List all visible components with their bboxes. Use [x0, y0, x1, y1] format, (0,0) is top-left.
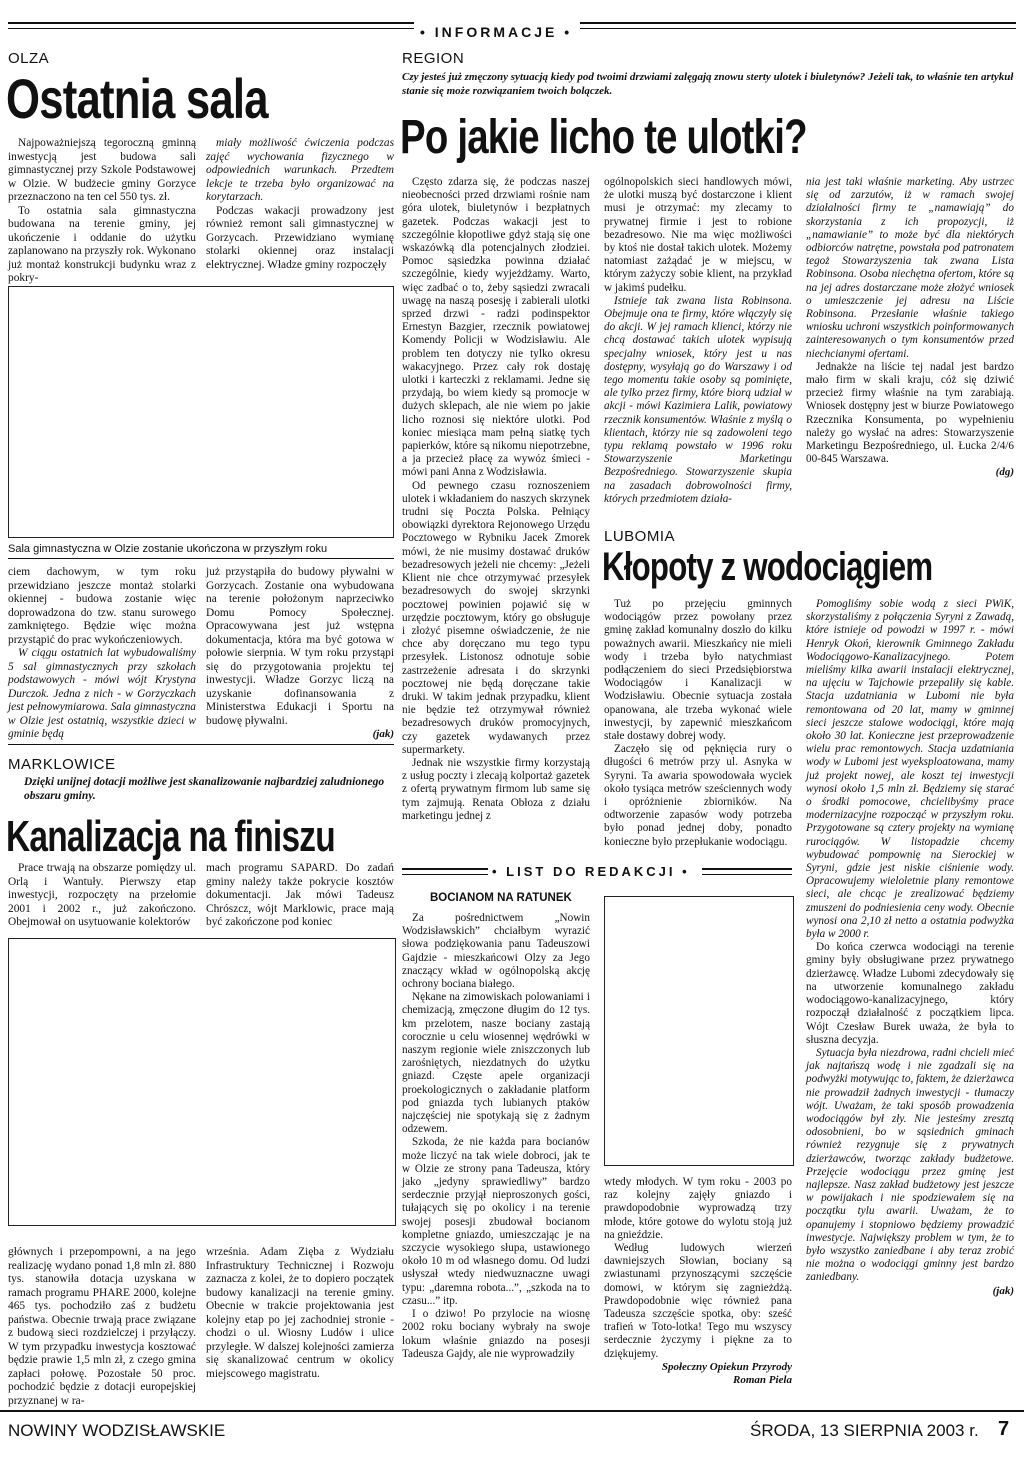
paragraph: Pomogliśmy sobie wodą z sieci PWiK, skorzystaliśmy z połączenia Syryni z Zawadą, które istnieje od powodzi w 1997 r. - mówi Henryk Okoń, kierownik Gminnego Zakładu Wodociągowo-Kanalizacyjnego. Potem mieliśmy kilka awarii instalacji elektrycznej, na ujęciu w Tajchowie przepaliły się kable. Stacja uzdatniania w Lubomi nie była remontowana od 20 lat, mamy w gminnej sieci jeszcze stalowe wodociągi, które mają około 30 lat. Konieczne jest przeprowadzenie wielu prac remontowych. Stacja uzdatniania wody w Lubomi jest wyeksploatowana, mamy już projekt nowej, ale koszt tej inwestycji wynosi około 1,5 mln zł. Będziemy się starać o środki pomocowe, chcielibyśmy prace modernizacyjne rozpocząć w przyszłym roku. Przygotowane są cztery projekty na wymianę rurociągów. W listopadzie chcemy wybudować pompownię na Sierockiej w Syryni, gdzie jest niskie ciśnienie wody. Opracowujemy wieloletnie plany remontowe sieci, ale chcąc je zrealizować będziemy zmuszeni do podniesienia ceny wody. Obecnie wynosi ona 2,10 zł netto a ostatnia podwyżka była w 2000 r. [806, 598, 1014, 941]
letter-column-2 [604, 1176, 792, 1387]
lubomia-column-1 [604, 598, 792, 849]
paragraph: To ostatnia sala gimnastyczna budowana na terenie gminy, jej ukończenie i oddanie do użytku zaplanowano na przyszły rok. Wykonano już montaż konstrukcji budynku wraz z pokry- [8, 204, 196, 284]
paragraph: Sytuacja była niezdrowa, radni chcieli mieć jak najtańszą wodę i nie zgadzali się na podwyżki motywując to, faktem, że dzierżawca nie prowadził żadnych inwestycji - tłumaczy wójt. Uważam, że taki sposób prowadzenia wodociągów był zły. Nie jesteśmy zresztą odosobnieni, bo w sąsiednich gminach również rezygnuje się z prywatnych dzierżawców, tworząc zakłady budżetowe. Przejęcie wodociągu przez gminę jest najlepsze. Nasz zakład budżetowy jest jeszcze w powijakach i nie spodziewałem się na początku tylu awarii. Uważam, że to opanujemy i stopniowo będziemy prowadzić inwestycje. Największy problem w tym, że to było wszystko zaniedbane i aby teraz zrobić nie można o wodociągi gminny jest bardzo zaniedbany. [806, 1046, 1014, 1284]
paragraph: Za pośrednictwem „Nowin Wodzisławskich” chciałbym wyrazić słowa podziękowania panu Tadeuszowi Gajdzie - mieszkańcowi Olzy za Jego znaczący wkład w ogólnopolską akcję ochrony bociana białego. [402, 912, 590, 991]
paragraph: Nękane na zimowiskach polowaniami i chemizacją, zmęczone długim do 12 tys. km przelotem, nasze bociany zastają corocznie u celu wiosennej wędrówki w naszym regionie wiele zniszczonych lub zarośniętych, niezdatnych do użytku gniazd. Częste apele organizacji proekologicznych o zakładanie platform pod gniazda tych lubianych ptaków najczęściej nie spotykają się z żadnym odzewem. [402, 991, 590, 1136]
paragraph: mach programu SAPARD. Do zadań gminy należy także pokrycie kosztów dokumentacji. Jak mówi Tadeusz Chrószcz, wójt Marklowic, prace mają być zakończone pod koniec [206, 862, 394, 928]
letter-column-1 [402, 912, 590, 1361]
article-lead-marklowice: Dzięki unijnej dotacji możliwe jest skanalizowanie najbardziej zaludnionego obszaru gminy. [24, 776, 385, 802]
header-rule-left-thin [8, 28, 414, 29]
section-label-marklowice: MARKLOWICE [8, 756, 116, 773]
paragraph: wtedy młodych. W tym roku - 2003 po raz kolejny zajęły gniazdo i prawdopodobnie wyprowadzą trzy młode, które gotowe do wylotu stoją już na gnieździe. [604, 1176, 792, 1241]
page-number: 7 [998, 1418, 1010, 1440]
letter-title: BOCIANOM NA RATUNEK [430, 892, 572, 904]
footer-rule [0, 1410, 1024, 1412]
article-title-lubomia: Kłopoty z wodociągiem [602, 545, 933, 589]
olza-column-1 [8, 137, 196, 286]
region-column-3 [806, 176, 1014, 480]
paragraph: ciem dachowym, w tym roku przewidziano jeszcze montaż stolarki okiennej - budowa zostanie więc doprowadzona do tzw. stanu surowego zamkniętego. Będzie więc można przystąpić do prac wykończeniowych. [8, 566, 196, 646]
paragraph: Podczas wakacji prowadzony jest również remont sali gimnastycznej w Gorzycach. Przewidziano wymianę stolarki okiennej oraz instalacji elektrycznej. Władze gminy rozpoczęły [206, 204, 394, 271]
paragraph: Szkoda, że nie każda para bocianów może liczyć na tak wiele dobroci, jak te w Olzie ze strony pana Tadeusza, który jako „jedyny sprawiedliwy” bardzo serdecznie przyjął nieproszonych gości, tułających się po okolicy i na terenie swojej posesji zbudował bocianom kompletne gniazdo, umieszczając je na szczycie wysokiego słupa, ustawionego około 10 m od własnego domu. Od ludzi usłyszał wtedy niedwuznaczne uwagi typu: „daremna robota...”, „szkoda na to czasu...” itp. [402, 1136, 590, 1307]
paragraph: miały możliwość ćwiczenia podczas zajęć wychowania fizycznego w odpowiednich warunkach. Przedtem lekcje te trzeba było organizować na korytarzach. [206, 137, 394, 203]
paragraph: września. Adam Zięba z Wydziału Infrastruktury Technicznej i Rozwoju zaznacza z kolei, że to dopiero początek budowy kanalizacji na terenie gminy. Obecnie w trakcie projektowania jest kolejny etap po jej zachodniej stronie - chodzi o ul. Wiosny Ludów i ulice przyległe. W dalszej kolejności zamierza się skanalizować centrum w okolicy miejscowego magistratu. [206, 1246, 394, 1380]
marklowice-column-3 [8, 1246, 196, 1408]
header-rule-right [580, 22, 1016, 24]
letter-signature-role: Społeczny Opiekun Przyrody [661, 1360, 792, 1373]
letter-signature-name: Roman Piela [733, 1374, 792, 1387]
region-column-1 [402, 176, 590, 823]
paragraph: I o dziwo! Po przylocie na wiosnę 2002 roku bociany wybrały na swoje lokum właśnie gniazdo na posesji Tadeusza Gajdy, ale nie wyprowadziły [402, 1308, 590, 1360]
paragraph: W ciągu ostatnich lat wybudowaliśmy 5 sal gimnastycznych przy szkołach podstawowych - mówi wójt Krystyna Durczok. Jedna z nich - w Gorzyczkach jest pełnowymiarowa. Sala gimnastyczna w Olzie jest ostatnią, wszystkie dzieci w gminie będą [8, 647, 196, 740]
olza-column-4 [206, 566, 394, 742]
sewer-photo [8, 938, 396, 1226]
letter-rule-right [702, 868, 792, 870]
olza-column-3 [8, 566, 196, 742]
paragraph: Często zdarza się, że podczas naszej nieobecności przed drzwiami rośnie nam góra ulotek, biuletynów i bezpłatnych gazetek. Podczas wakacji jest to szczególnie kłopotliwe gdyż stają się one wskazówką dla potencjalnych złodziei. Pomoc sąsiedzka powinna działać szczególnie, kiedy wyjeżdżamy. Warto, więc zadbać o to, żeby sąsiedzi zwracali uwagę na naszą posesję i zabierali ulotki sprzed drzwi - radzi podinspektor Ernestyn Bazgier, rzecznik powiatowej Komendy Policji w Wodzisławiu. Ale problem ten dotyczy nie tylko okresu wakacyjnego. Przez cały rok dostaję ulotki i karteczki z reklamami. Jedne się przydają, bo wiem kiedy są promocje w dużych sklepach, ale nie wiem po jakie licho roznosi się niektóre ulotki. Pod koniec miesiąca mam pełną siatkę tych papierków, które są nikomu niepotrzebne, a ja przecież płacę za wywóz śmieci - mówi pani Anna z Wodzisławia. [402, 176, 590, 479]
header-rule-right-thin [580, 28, 1016, 29]
paragraph: Tuż po przejęciu gminnych wodociągów przez powołany przez gminę zakład komunalny doszło do kilku poważnych awarii. Mieszkańcy nie mieli wody i trzeba było natychmiast podłączeniem do sieci Przedsiębiorstwa Wodociągów i Kanalizacji w Wodzisławiu. Obecnie sytuacja została opanowana, ale trzeba wykonać wiele inwestycji, by zapewnić mieszkańcom stałe dostawy dobrej wody. [604, 598, 792, 743]
paragraph: Prace trwają na obszarze pomiędzy ul. Orlą i Wantuły. Pierwszy etap inwestycji, rozpoczęty na przełomie 2001 i 2002 r., już zakończono. Obejmował on usytuowanie kolektorów [8, 862, 196, 928]
article-title-region: Po jakie licho te ulotki? [400, 111, 807, 164]
marklowice-column-2 [206, 862, 394, 930]
section-label-olza: OLZA [8, 50, 50, 67]
author-signature: (jak) [372, 728, 394, 740]
paragraph: ogólnopolskich sieci handlowych mówi, że ulotki muszą być dostarczone i klient musi je otrzymać: my zlecamy to prywatnej firmie i jest to robione bezadresowo. Nie ma więc możliwości by ktoś nie dostał takich ulotek. Możemy natomiast zażądać je w miejscu, w którym zażyczy sobie klient, na przykład w jakimś pudełku. [604, 176, 792, 294]
letter-rule-right-thin [702, 874, 792, 875]
section-label-letter: • LIST DO REDAKCJI • [492, 864, 690, 879]
article-lead-region: Czy jesteś już zmęczony sytuacją kiedy pod twoimi drzwiami zalęgają znowu sterty ulotek i biuletynów? Jeżeli tak, to właśnie ten artykuł stanie się może rozwiązaniem twoich bolączek. [402, 71, 1014, 97]
paragraph: Według ludowych wierzeń dawniejszych Słowian, bociany są zwiastunami przynoszącymi szczęście domowi, w którym się zagnieżdżą. Prawdopodobnie więc również pana Tadeusza szczęście spotka, oby: sześć trafień w Toto-lotka! Tego mu wszyscy serdecznie życzymy i piękne za to dziękujemy. [604, 1242, 792, 1360]
gym-photo [8, 286, 394, 538]
letter-rule-left-thin [402, 874, 488, 875]
stork-photo [604, 896, 794, 1166]
author-signature: (dg) [995, 466, 1014, 479]
section-label-region: REGION [402, 50, 465, 67]
paragraph: już przystąpiła do budowy pływalni w Gorzycach. Zostanie ona wybudowana na terenie położonym naprzeciwko Domu Pomocy Społecznej. Opracowywana jest już wstępna dokumentacja, która ma być gotowa w połowie sierpnia. W tym roku przystąpi się do przygotowania projektu tej inwestycji. Władze Gorzyc liczą na uzyskanie dofinansowania z Ministerstwa Edukacji i Sportu na budowę pływalni. [206, 566, 394, 727]
olza-column-2 [206, 137, 394, 272]
caption-rule [8, 558, 394, 559]
letter-rule-left [402, 868, 488, 870]
header-banner: • INFORMACJE • [420, 24, 573, 40]
lubomia-column-2 [806, 598, 1014, 1298]
marklowice-column-1 [8, 862, 196, 930]
paragraph: Jednak nie wszystkie firmy korzystają z usług poczty i zlecają kolportaż gazetek z ofertą prywatnym firmom lub same się tym zajmują. Renata Obłoza z działu marketingu jednej z [402, 756, 590, 822]
footer-date: ŚRODA, 13 SIERPNIA 2003 r. [750, 1421, 979, 1440]
paragraph: nia jest taki właśnie marketing. Aby ustrzec się od zarzutów, iż w ramach swojej działalności firmy te „namawiają” do skorzystania z ich propozycji, iż „namawianie” to może być dla niektórych odbiorców natrętne, powstała pod patronatem tegoż Stowarzyszenia tak zwana Lista Robinsona. Osoba niechętna ofertom, które są na jej adres dostarczane może złożyć wniosek o umieszczenie jej adresu na Liście Robinsona. Przesłanie właśnie takiego wniosku uchroni wszystkich poinformowanych zainteresowanych o tym konsumentów przed niechcianymi ofertami. [806, 176, 1014, 360]
header-rule-left [8, 22, 414, 24]
paragraph: Od pewnego czasu roznoszeniem ulotek i wkładaniem do naszych skrzynek trudni się Poczta Polska. Pełniący obowiązki dyrektora Rejonowego Urzędu Pocztowego w Rybniku Jacek Zmorek mówi, że nie musimy dostawać druków bezadresowych jeżeli nie chcemy: „Jeżeli Klient nie chce otrzymywać przesyłek bezadresowych do swojej skrzynki pocztowej powinien pojawić się w urzędzie pocztowym, który go obsługuje i złożyć pisemne oświadczenie, że nie chce aby doręczano mu tego typu przesyłek. Listonosz odnotuje sobie zastrzeżenie adresata i do skrzynki pocztowej nie będą doręczane takie druki. W takim jednak przypadku, klient nie będzie też otrzymywał również bezadresowych druków promocyjnych, czy gazetek wydawanych przez supermarkety. [402, 479, 590, 756]
author-signature: (jak) [992, 1284, 1014, 1297]
section-label-lubomia: LUBOMIA [604, 528, 676, 545]
paragraph: głównych i przepompowni, a na jego realizację wydano ponad 1,8 mln zł. 880 tys. stanowiła dotacja uzyskana w ramach programu PHARE 2000, kolejne 465 tys. pochodziło zaś z budżetu państwa. Obecnie trwają prace związane z budową sieci rozdzielczej i przyłączy. W tym przypadku inwestycja kosztować będzie prawie 1,5 mln zł, z czego gmina zapłaci połowę. Pozostałe 50 proc. pochodzić będzie z dotacji europejskiej przyznanej w ra- [8, 1246, 196, 1407]
paragraph: Do końca czerwca wodociągi na terenie gminy były obsługiwane przez prywatnego dzierżawcę. Władze Lubomi zdecydowały się na utworzenie komunalnego zakładu wodociągowo-kanalizacyjnego, który rozpoczął działalność z początkiem lipca. Wójt Czesław Burek uważa, że była to słuszna decyzja. [806, 941, 1014, 1046]
marklowice-column-4 [206, 1246, 394, 1381]
footer-publication: NOWINY WODZISŁAWSKIE [8, 1421, 226, 1440]
paragraph: Najpoważniejszą tegoroczną gminną inwestycją jest budowa sali gimnastycznej przy Szkole Podstawowej w Olzie. W budżecie gminy Gorzyce przeznaczono na ten cel 550 tys. zł. [8, 137, 196, 203]
photo-caption: Sala gimnastyczna w Olzie zostanie ukończona w przyszłym roku [8, 543, 328, 555]
paragraph: Istnieje tak zwana lista Robinsona. Obejmuje ona te firmy, które włączyły się do akcji. W jej ramach klienci, którzy nie chcą dostawać takich ulotek wypisują specjalny wniosek, który jest u nas dostępny, wysyłają go do Warszawy i od tego momentu takie osoby są pominięte, ale tylko przez firmy, które biorą udział w akcji - mówi Kazimiera Lalik, powiatowy rzecznik konsumentów. Właśnie z myślą o klientach, którzy nie są zadowoleni tego typu reklamą powstało w 1996 roku Stowarzyszenie Marketingu Bezpośredniego. Stowarzyszenie skupia na zasadach dobrowolności firmy, których przedmiotem działa- [604, 294, 792, 505]
paragraph: Jednakże na liście tej nadal jest bardzo mało firm w skali kraju, cóż się dziwić przecież firmy właśnie na tym zarabiają. Wniosek dostępny jest w biurze Powiatowego Rzecznika Konsumenta, po wypełnieniu należy go wysłać na adres: Stowarzyszenie Marketingu Bezpośredniego, ul. Łucka 2/4/6 00-845 Warszawa. [806, 360, 1014, 466]
article-title-marklowice: Kanalizacja na finiszu [6, 812, 335, 861]
paragraph: Zaczęło się od pęknięcia rury o długości 6 metrów przy ul. Asnyka w Syryni. Ta awaria spowodowała wyciek około tysiąca metrów sześciennych wody i opróżnienie zbiorników. Na odtworzenie zapasów wody potrzeba było ponad jednej doby, ponadto konieczne było przepłukanie wodociągu. [604, 743, 792, 848]
region-column-2 [604, 176, 792, 506]
article-title-olza: Ostatnia sala [6, 67, 268, 130]
section-divider [8, 744, 394, 745]
